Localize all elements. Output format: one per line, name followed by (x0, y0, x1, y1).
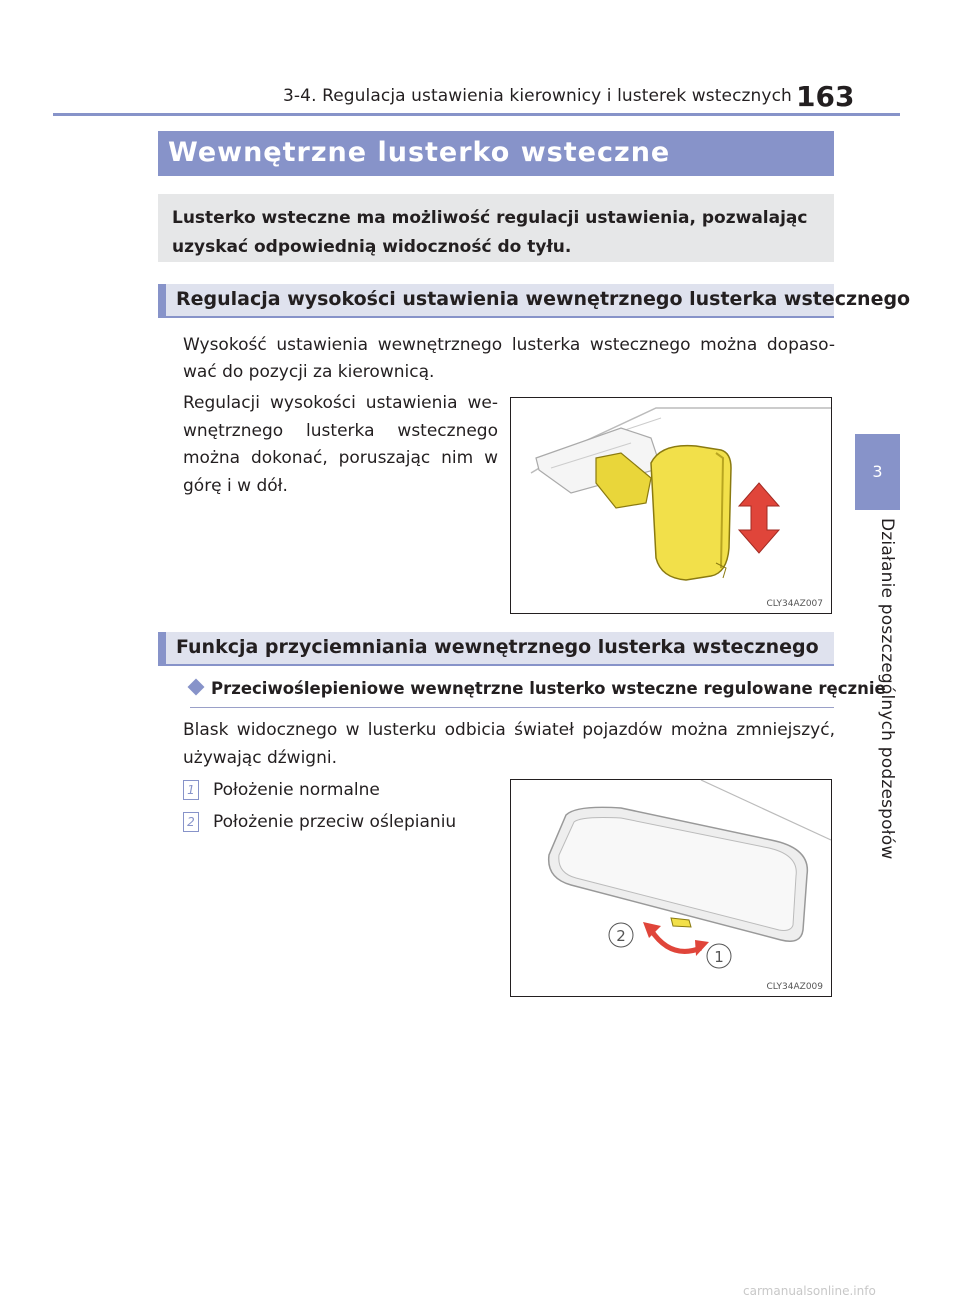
callout-label: 1 (714, 948, 724, 966)
bullet-text: Przeciwoślepieniowe wewnętrzne lusterko wsteczne regulowane ręcznie (211, 679, 886, 698)
list-number: 1 (183, 780, 199, 800)
intro-text: Lusterko wsteczne ma możliwość regulacji ustawienia, pozwalając uzyskać odpowiednią widoczność do tyłu. (172, 208, 808, 257)
page-title: Wewnętrzne lusterko wsteczne (168, 137, 671, 168)
section1-paragraph2: Regulacji wysokości ustawienia we-wnętrznego lusterka wstecznego można dokonać, poruszając nim w górę i w dół. (183, 393, 498, 496)
header-rule (53, 113, 900, 116)
chapter-number: 3 (872, 462, 883, 481)
list-label: Położenie normalne (213, 780, 380, 800)
diamond-bullet-icon (188, 679, 205, 696)
figure-code: CLY34AZ007 (766, 599, 823, 609)
mirror-dimming-illustration (511, 780, 831, 996)
callout-label: 2 (616, 927, 626, 945)
mirror-dimming-figure (510, 779, 832, 997)
section1-paragraph1: Wysokość ustawienia wewnętrznego lusterka wstecznego można dopaso-wać do pozycji za kierownicą. (183, 335, 835, 382)
chapter-title: Działanie poszczególnych podzespołów (877, 518, 897, 860)
curved-arrow-icon (643, 922, 709, 956)
figure-code: CLY34AZ009 (766, 982, 823, 992)
section2-paragraph: Blask widocznego w lusterku odbicia świateł pojazdów można zmniejszyć, używając dźwigni. (183, 720, 835, 768)
page-number: 163 (796, 80, 855, 113)
list-item (183, 812, 456, 832)
running-header: 3-4. Regulacja ustawienia kierownicy i lusterek wstecznych (283, 86, 792, 106)
footer-watermark: carmanualsonline.info (743, 1284, 876, 1298)
bullet-heading (190, 679, 886, 698)
bullet-rule (190, 707, 834, 708)
list-number: 2 (183, 812, 199, 832)
up-down-arrow-icon (739, 483, 779, 553)
list-label: Położenie przeciw oślepianiu (213, 812, 457, 832)
mirror-height-illustration (511, 398, 831, 613)
section1-heading: Regulacja wysokości ustawienia wewnętrznego lusterka wstecznego (176, 288, 911, 310)
mirror-height-figure (510, 397, 832, 614)
list-item (183, 780, 380, 800)
section2-heading: Funkcja przyciemniania wewnętrznego lusterka wstecznego (176, 636, 819, 658)
